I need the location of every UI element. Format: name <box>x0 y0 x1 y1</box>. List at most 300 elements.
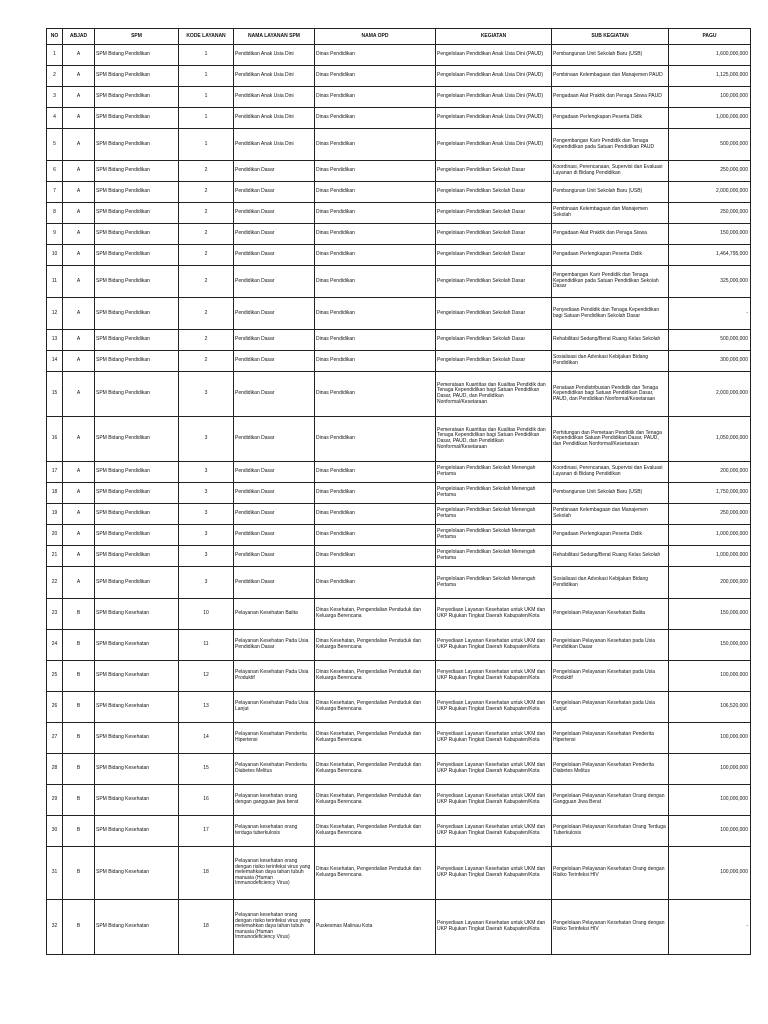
table-header <box>47 29 751 45</box>
row-nama-opd: Dinas Pendidikan <box>315 203 436 224</box>
row-nama-layanan: Pelayanan kesehatan orang dengan risiko terinfeksi virus yang melemahkan daya tahan tubuh manusia (Human Immunodeficiency Virus) <box>234 900 315 955</box>
row-nama-layanan: Pendidikan Dasar <box>234 330 315 351</box>
row-no: 10 <box>47 245 63 266</box>
row-nama-layanan: Pelayanan Kesehatan Pada Usia Lanjut <box>234 692 315 723</box>
row-abjad: A <box>63 567 95 599</box>
row-kegiatan: Pemerataan Kuantitas dan Kualitas Pendidik dan Tenaga Kependidikan bagi Satuan Pendidikan Dasar, PAUD, dan Pendidikan Nonformal/Kesetaraan <box>436 372 552 417</box>
row-kode-layanan: 14 <box>179 723 234 754</box>
row-nama-layanan: Pendidikan Anak Usia Dini <box>234 66 315 87</box>
row-nama-opd: Dinas Pendidikan <box>315 504 436 525</box>
row-nama-layanan: Pendidikan Dasar <box>234 266 315 298</box>
table-row <box>47 351 751 372</box>
table-row <box>47 567 751 599</box>
row-kegiatan: Pengelolaan Pendidikan Anak Usia Dini (PAUD) <box>436 66 552 87</box>
row-no: 1 <box>47 45 63 66</box>
row-pagu: 100,000,000 <box>669 754 751 785</box>
row-spm: SPM Bidang Kesehatan <box>95 785 179 816</box>
table-row <box>47 182 751 203</box>
row-spm: SPM Bidang Kesehatan <box>95 630 179 661</box>
row-spm: SPM Bidang Pendidikan <box>95 161 179 182</box>
row-sub-kegiatan: Pengelolaan Pelayanan Kesehatan Orang dengan Risiko Terinfeksi HIV <box>552 900 669 955</box>
row-kode-layanan: 18 <box>179 900 234 955</box>
row-spm: SPM Bidang Pendidikan <box>95 417 179 462</box>
row-no: 9 <box>47 224 63 245</box>
row-sub-kegiatan: Pengelolaan Pelayanan Kesehatan Orang dengan Risiko Terinfeksi HIV <box>552 847 669 900</box>
row-sub-kegiatan: Rehabilitasi Sedang/Berat Ruang Kelas Sekolah <box>552 330 669 351</box>
row-nama-layanan: Pendidikan Anak Usia Dini <box>234 129 315 161</box>
table-row <box>47 161 751 182</box>
row-pagu: 100,000,000 <box>669 785 751 816</box>
row-kode-layanan: 1 <box>179 66 234 87</box>
row-no: 12 <box>47 298 63 330</box>
row-nama-layanan: Pelayanan Kesehatan Penderita Hipertensi <box>234 723 315 754</box>
row-no: 11 <box>47 266 63 298</box>
row-spm: SPM Bidang Pendidikan <box>95 45 179 66</box>
row-kode-layanan: 2 <box>179 182 234 203</box>
spm-table <box>46 28 751 955</box>
table-row <box>47 525 751 546</box>
row-nama-opd: Dinas Pendidikan <box>315 87 436 108</box>
row-pagu: 100,000,000 <box>669 661 751 692</box>
row-nama-layanan: Pendidikan Dasar <box>234 298 315 330</box>
row-abjad: A <box>63 525 95 546</box>
row-kegiatan: Pengelolaan Pendidikan Sekolah Dasar <box>436 182 552 203</box>
row-spm: SPM Bidang Pendidikan <box>95 504 179 525</box>
row-pagu: 1,125,000,000 <box>669 66 751 87</box>
table-row <box>47 785 751 816</box>
row-nama-opd: Dinas Kesehatan, Pengendalian Penduduk dan Keluarga Berencana <box>315 661 436 692</box>
row-spm: SPM Bidang Pendidikan <box>95 182 179 203</box>
row-spm: SPM Bidang Pendidikan <box>95 203 179 224</box>
table-row <box>47 245 751 266</box>
table-row <box>47 417 751 462</box>
row-kegiatan: Penyediaan Layanan Kesehatan untuk UKM dan UKP Rujukan Tingkat Daerah Kabupaten/Kota <box>436 692 552 723</box>
header-abjad: ABJAD <box>63 29 95 45</box>
row-pagu: 150,000,000 <box>669 599 751 630</box>
row-nama-layanan: Pelayanan Kesehatan Penderita Diabetes Melitus <box>234 754 315 785</box>
row-nama-opd: Dinas Kesehatan, Pengendalian Penduduk dan Keluarga Berencana <box>315 630 436 661</box>
row-pagu: 1,000,000,000 <box>669 546 751 567</box>
row-kode-layanan: 2 <box>179 266 234 298</box>
row-spm: SPM Bidang Pendidikan <box>95 546 179 567</box>
row-kegiatan: Pengelolaan Pendidikan Sekolah Dasar <box>436 298 552 330</box>
row-nama-opd: Dinas Kesehatan, Pengendalian Penduduk dan Keluarga Berencana <box>315 816 436 847</box>
table-row <box>47 266 751 298</box>
row-spm: SPM Bidang Pendidikan <box>95 224 179 245</box>
row-abjad: A <box>63 87 95 108</box>
row-kode-layanan: 2 <box>179 224 234 245</box>
row-pagu: 250,000,000 <box>669 504 751 525</box>
row-abjad: A <box>63 462 95 483</box>
row-nama-opd: Dinas Pendidikan <box>315 525 436 546</box>
row-abjad: A <box>63 546 95 567</box>
row-no: 6 <box>47 161 63 182</box>
row-kode-layanan: 1 <box>179 108 234 129</box>
header-kegiatan: KEGIATAN <box>436 29 552 45</box>
row-pagu: 200,000,000 <box>669 462 751 483</box>
row-kegiatan: Pengelolaan Pendidikan Anak Usia Dini (PAUD) <box>436 87 552 108</box>
row-kegiatan: Pengelolaan Pendidikan Anak Usia Dini (PAUD) <box>436 129 552 161</box>
table-row <box>47 816 751 847</box>
table-row <box>47 723 751 754</box>
row-pagu: - <box>669 298 751 330</box>
row-nama-layanan: Pendidikan Dasar <box>234 504 315 525</box>
row-spm: SPM Bidang Kesehatan <box>95 723 179 754</box>
row-spm: SPM Bidang Pendidikan <box>95 330 179 351</box>
row-nama-layanan: Pendidikan Dasar <box>234 351 315 372</box>
row-pagu: 2,000,000,000 <box>669 372 751 417</box>
row-abjad: B <box>63 785 95 816</box>
row-pagu: 150,000,000 <box>669 630 751 661</box>
row-abjad: B <box>63 847 95 900</box>
header-pagu: PAGU <box>669 29 751 45</box>
row-spm: SPM Bidang Kesehatan <box>95 661 179 692</box>
row-nama-opd: Dinas Pendidikan <box>315 129 436 161</box>
row-abjad: A <box>63 245 95 266</box>
row-sub-kegiatan: Pengadaan Perlengkapan Peserta Didik <box>552 108 669 129</box>
row-kegiatan: Pengelolaan Pendidikan Sekolah Menengah Pertama <box>436 462 552 483</box>
table-row <box>47 203 751 224</box>
row-nama-opd: Dinas Pendidikan <box>315 182 436 203</box>
row-kegiatan: Penyediaan Layanan Kesehatan untuk UKM dan UKP Rujukan Tingkat Daerah Kabupaten/Kota <box>436 630 552 661</box>
row-nama-layanan: Pendidikan Dasar <box>234 245 315 266</box>
row-kode-layanan: 3 <box>179 462 234 483</box>
row-no: 23 <box>47 599 63 630</box>
row-nama-opd: Dinas Pendidikan <box>315 567 436 599</box>
row-sub-kegiatan: Pembinaan Kelembagaan dan Manajemen Sekolah <box>552 504 669 525</box>
row-abjad: A <box>63 108 95 129</box>
row-sub-kegiatan: Pengadaan Perlengkapan Peserta Didik <box>552 245 669 266</box>
row-kode-layanan: 11 <box>179 630 234 661</box>
row-sub-kegiatan: Pengelolaan Pelayanan Kesehatan pada Usia Pendidikan Dasar <box>552 630 669 661</box>
row-no: 18 <box>47 483 63 504</box>
row-spm: SPM Bidang Kesehatan <box>95 599 179 630</box>
row-nama-opd: Dinas Pendidikan <box>315 45 436 66</box>
row-kegiatan: Pengelolaan Pendidikan Anak Usia Dini (PAUD) <box>436 108 552 129</box>
table-row <box>47 847 751 900</box>
table-row <box>47 462 751 483</box>
row-kegiatan: Pengelolaan Pendidikan Sekolah Dasar <box>436 224 552 245</box>
table-row <box>47 298 751 330</box>
row-spm: SPM Bidang Pendidikan <box>95 66 179 87</box>
row-kegiatan: Penyediaan Layanan Kesehatan untuk UKM dan UKP Rujukan Tingkat Daerah Kabupaten/Kota <box>436 785 552 816</box>
row-abjad: A <box>63 417 95 462</box>
row-no: 27 <box>47 723 63 754</box>
row-no: 29 <box>47 785 63 816</box>
row-kegiatan: Penyediaan Layanan Kesehatan untuk UKM dan UKP Rujukan Tingkat Daerah Kabupaten/Kota <box>436 599 552 630</box>
row-kode-layanan: 15 <box>179 754 234 785</box>
row-nama-opd: Dinas Pendidikan <box>315 224 436 245</box>
row-kegiatan: Penyediaan Layanan Kesehatan untuk UKM dan UKP Rujukan Tingkat Daerah Kabupaten/Kota <box>436 900 552 955</box>
row-nama-layanan: Pendidikan Dasar <box>234 203 315 224</box>
row-kode-layanan: 2 <box>179 203 234 224</box>
row-no: 28 <box>47 754 63 785</box>
row-pagu: 250,000,000 <box>669 161 751 182</box>
row-kode-layanan: 2 <box>179 330 234 351</box>
row-sub-kegiatan: Pembangunan Unit Sekolah Baru (USB) <box>552 483 669 504</box>
row-nama-layanan: Pendidikan Dasar <box>234 546 315 567</box>
header-sub-kegiatan: SUB KEGIATAN <box>552 29 669 45</box>
row-kode-layanan: 3 <box>179 372 234 417</box>
row-no: 5 <box>47 129 63 161</box>
row-abjad: A <box>63 330 95 351</box>
row-kode-layanan: 3 <box>179 546 234 567</box>
table-row <box>47 372 751 417</box>
row-spm: SPM Bidang Pendidikan <box>95 525 179 546</box>
row-kegiatan: Penyediaan Layanan Kesehatan untuk UKM dan UKP Rujukan Tingkat Daerah Kabupaten/Kota <box>436 816 552 847</box>
row-kode-layanan: 3 <box>179 567 234 599</box>
row-kode-layanan: 1 <box>179 129 234 161</box>
table-row <box>47 129 751 161</box>
row-no: 24 <box>47 630 63 661</box>
row-nama-layanan: Pendidikan Anak Usia Dini <box>234 45 315 66</box>
table-row <box>47 546 751 567</box>
table-row <box>47 330 751 351</box>
table-row <box>47 87 751 108</box>
row-sub-kegiatan: Sosialisasi dan Advokasi Kebijakan Bidang Pendidikan <box>552 567 669 599</box>
row-nama-layanan: Pelayanan Kesehatan Pada Usia Produktif <box>234 661 315 692</box>
row-abjad: A <box>63 266 95 298</box>
row-nama-opd: Dinas Kesehatan, Pengendalian Penduduk dan Keluarga Berencana <box>315 847 436 900</box>
table-row <box>47 224 751 245</box>
row-abjad: A <box>63 203 95 224</box>
row-nama-opd: Dinas Pendidikan <box>315 66 436 87</box>
row-sub-kegiatan: Pengelolaan Pelayanan Kesehatan Balita <box>552 599 669 630</box>
row-nama-opd: Dinas Kesehatan, Pengendalian Penduduk dan Keluarga Berencana <box>315 754 436 785</box>
row-nama-opd: Dinas Pendidikan <box>315 161 436 182</box>
row-abjad: A <box>63 161 95 182</box>
row-abjad: A <box>63 351 95 372</box>
row-sub-kegiatan: Koordinasi, Perencanaan, Supervisi dan Evaluasi Layanan di Bidang Pendidikan <box>552 161 669 182</box>
table-row <box>47 661 751 692</box>
row-nama-layanan: Pelayanan Kesehatan Pada Usia Pendidikan Dasar <box>234 630 315 661</box>
row-nama-layanan: Pendidikan Dasar <box>234 417 315 462</box>
row-spm: SPM Bidang Pendidikan <box>95 108 179 129</box>
table-row <box>47 692 751 723</box>
row-spm: SPM Bidang Kesehatan <box>95 816 179 847</box>
row-sub-kegiatan: Pembangunan Unit Sekolah Baru (USB) <box>552 182 669 203</box>
row-no: 7 <box>47 182 63 203</box>
row-pagu: 1,000,000,000 <box>669 108 751 129</box>
row-nama-opd: Dinas Kesehatan, Pengendalian Penduduk dan Keluarga Berencana <box>315 723 436 754</box>
row-abjad: A <box>63 224 95 245</box>
row-abjad: B <box>63 754 95 785</box>
row-abjad: A <box>63 298 95 330</box>
row-sub-kegiatan: Pengadaan Perlengkapan Peserta Didik <box>552 525 669 546</box>
row-pagu: 106,520,000 <box>669 692 751 723</box>
header-kode-layanan: KODE LAYANAN <box>179 29 234 45</box>
table-row <box>47 504 751 525</box>
row-kegiatan: Pengelolaan Pendidikan Sekolah Dasar <box>436 330 552 351</box>
row-spm: SPM Bidang Pendidikan <box>95 483 179 504</box>
row-kode-layanan: 16 <box>179 785 234 816</box>
row-spm: SPM Bidang Pendidikan <box>95 351 179 372</box>
header-row <box>47 29 751 45</box>
row-kegiatan: Pemerataan Kuantitas dan Kualitas Pendidik dan Tenaga Kependidikan bagi Satuan Pendidikan Dasar, PAUD, dan Pendidikan Nonformal/Kesetaraan <box>436 417 552 462</box>
row-pagu: 325,000,000 <box>669 266 751 298</box>
row-nama-layanan: Pelayanan kesehatan orang terduga tuberkulosis <box>234 816 315 847</box>
row-nama-opd: Dinas Pendidikan <box>315 245 436 266</box>
row-abjad: A <box>63 66 95 87</box>
row-kode-layanan: 10 <box>179 599 234 630</box>
row-sub-kegiatan: Perhitungan dan Pemetaan Pendidik dan Tenaga Kependidikan Satuan Pendidikan Dasar, PAUD, dan Pendidikan Nonformal/Kesetaraan <box>552 417 669 462</box>
row-spm: SPM Bidang Pendidikan <box>95 245 179 266</box>
row-pagu: - <box>669 900 751 955</box>
row-nama-opd: Dinas Kesehatan, Pengendalian Penduduk dan Keluarga Berencana <box>315 692 436 723</box>
row-kode-layanan: 2 <box>179 161 234 182</box>
row-nama-layanan: Pendidikan Dasar <box>234 567 315 599</box>
row-kode-layanan: 3 <box>179 483 234 504</box>
row-abjad: B <box>63 692 95 723</box>
row-sub-kegiatan: Pembinaan Kelembagaan dan Manajemen Sekolah <box>552 203 669 224</box>
row-abjad: B <box>63 900 95 955</box>
row-abjad: A <box>63 504 95 525</box>
row-spm: SPM Bidang Pendidikan <box>95 372 179 417</box>
row-pagu: 1,464,795,000 <box>669 245 751 266</box>
row-no: 32 <box>47 900 63 955</box>
row-sub-kegiatan: Pengelolaan Pelayanan Kesehatan pada Usia Lanjut <box>552 692 669 723</box>
row-nama-opd: Dinas Pendidikan <box>315 108 436 129</box>
row-pagu: 1,050,000,000 <box>669 417 751 462</box>
row-no: 8 <box>47 203 63 224</box>
row-pagu: 100,000,000 <box>669 847 751 900</box>
row-kegiatan: Pengelolaan Pendidikan Sekolah Dasar <box>436 161 552 182</box>
row-nama-opd: Dinas Pendidikan <box>315 266 436 298</box>
row-nama-opd: Dinas Pendidikan <box>315 298 436 330</box>
row-no: 19 <box>47 504 63 525</box>
row-nama-opd: Puskesmas Malinau Kota <box>315 900 436 955</box>
table-row <box>47 630 751 661</box>
row-spm: SPM Bidang Pendidikan <box>95 129 179 161</box>
row-kegiatan: Pengelolaan Pendidikan Sekolah Dasar <box>436 266 552 298</box>
row-no: 31 <box>47 847 63 900</box>
row-no: 4 <box>47 108 63 129</box>
row-abjad: B <box>63 661 95 692</box>
row-nama-layanan: Pendidikan Dasar <box>234 182 315 203</box>
row-pagu: 100,000,000 <box>669 816 751 847</box>
row-pagu: 1,600,000,000 <box>669 45 751 66</box>
row-nama-layanan: Pendidikan Dasar <box>234 483 315 504</box>
row-spm: SPM Bidang Pendidikan <box>95 266 179 298</box>
row-abjad: A <box>63 45 95 66</box>
row-nama-layanan: Pendidikan Anak Usia Dini <box>234 108 315 129</box>
row-abjad: B <box>63 630 95 661</box>
row-no: 14 <box>47 351 63 372</box>
row-nama-layanan: Pelayanan Kesehatan Balita <box>234 599 315 630</box>
row-nama-opd: Dinas Pendidikan <box>315 351 436 372</box>
row-sub-kegiatan: Pengadaan Alat Praktik dan Peraga Siswa PAUD <box>552 87 669 108</box>
row-sub-kegiatan: Pembinaan Kelembagaan dan Manajemen PAUD <box>552 66 669 87</box>
row-sub-kegiatan: Pengembangan Karir Pendidik dan Tenaga Kependidikan pada Satuan Pendidikan Sekolah Dasar <box>552 266 669 298</box>
row-sub-kegiatan: Penataan Pendistribusian Pendidik dan Tenaga Kependidikan bagi Satuan Pendidikan Dasar, PAUD, dan Pendidikan Nonformal/Kesetaraan <box>552 372 669 417</box>
row-nama-opd: Dinas Kesehatan, Pengendalian Penduduk dan Keluarga Berencana <box>315 785 436 816</box>
row-pagu: 100,000,000 <box>669 87 751 108</box>
row-nama-layanan: Pelayanan kesehatan orang dengan risiko terinfeksi virus yang melemahkan daya tahan tubuh manusia (Human Immunodeficiency Virus) <box>234 847 315 900</box>
row-kode-layanan: 1 <box>179 87 234 108</box>
row-kegiatan: Pengelolaan Pendidikan Sekolah Menengah Pertama <box>436 525 552 546</box>
row-kegiatan: Pengelolaan Pendidikan Sekolah Dasar <box>436 203 552 224</box>
row-kode-layanan: 1 <box>179 45 234 66</box>
row-kode-layanan: 2 <box>179 351 234 372</box>
row-no: 3 <box>47 87 63 108</box>
row-sub-kegiatan: Pengelolaan Pelayanan Kesehatan Orang dengan Gangguan Jiwa Berat <box>552 785 669 816</box>
row-pagu: 500,000,000 <box>669 129 751 161</box>
row-abjad: A <box>63 483 95 504</box>
row-abjad: A <box>63 129 95 161</box>
row-pagu: 500,000,000 <box>669 330 751 351</box>
row-no: 25 <box>47 661 63 692</box>
row-kegiatan: Penyediaan Layanan Kesehatan untuk UKM dan UKP Rujukan Tingkat Daerah Kabupaten/Kota <box>436 847 552 900</box>
row-nama-opd: Dinas Pendidikan <box>315 462 436 483</box>
row-sub-kegiatan: Pengelolaan Pelayanan Kesehatan Orang Terduga Tuberkulosis <box>552 816 669 847</box>
table-row <box>47 754 751 785</box>
header-no: NO <box>47 29 63 45</box>
row-nama-opd: Dinas Pendidikan <box>315 417 436 462</box>
row-pagu: 1,750,000,000 <box>669 483 751 504</box>
row-kode-layanan: 13 <box>179 692 234 723</box>
row-kode-layanan: 3 <box>179 525 234 546</box>
row-nama-layanan: Pendidikan Dasar <box>234 224 315 245</box>
row-sub-kegiatan: Pengelolaan Pelayanan Kesehatan Penderita Hipertensi <box>552 723 669 754</box>
row-sub-kegiatan: Koordinasi, Perencanaan, Supervisi dan Evaluasi Layanan di Bidang Pendidikan <box>552 462 669 483</box>
row-nama-layanan: Pendidikan Dasar <box>234 462 315 483</box>
row-pagu: 150,000,000 <box>669 224 751 245</box>
row-sub-kegiatan: Pembangunan Unit Sekolah Baru (USB) <box>552 45 669 66</box>
row-kegiatan: Pengelolaan Pendidikan Sekolah Menengah Pertama <box>436 546 552 567</box>
table-row <box>47 599 751 630</box>
row-no: 20 <box>47 525 63 546</box>
table-row <box>47 45 751 66</box>
row-nama-opd: Dinas Pendidikan <box>315 330 436 351</box>
spm-budget-sheet <box>46 28 750 955</box>
row-no: 26 <box>47 692 63 723</box>
row-spm: SPM Bidang Pendidikan <box>95 567 179 599</box>
row-pagu: 300,000,000 <box>669 351 751 372</box>
row-abjad: B <box>63 599 95 630</box>
row-kode-layanan: 3 <box>179 417 234 462</box>
row-no: 30 <box>47 816 63 847</box>
row-spm: SPM Bidang Kesehatan <box>95 754 179 785</box>
row-kegiatan: Pengelolaan Pendidikan Sekolah Menengah Pertama <box>436 483 552 504</box>
row-nama-layanan: Pendidikan Dasar <box>234 525 315 546</box>
row-nama-opd: Dinas Pendidikan <box>315 546 436 567</box>
row-sub-kegiatan: Pengadaan Alat Praktik dan Peraga Siswa <box>552 224 669 245</box>
table-row <box>47 900 751 955</box>
row-no: 16 <box>47 417 63 462</box>
row-nama-opd: Dinas Pendidikan <box>315 372 436 417</box>
row-kegiatan: Pengelolaan Pendidikan Sekolah Menengah Pertama <box>436 504 552 525</box>
row-spm: SPM Bidang Pendidikan <box>95 298 179 330</box>
row-kegiatan: Pengelolaan Pendidikan Sekolah Dasar <box>436 245 552 266</box>
row-kode-layanan: 12 <box>179 661 234 692</box>
row-pagu: 100,000,000 <box>669 723 751 754</box>
row-nama-opd: Dinas Kesehatan, Pengendalian Penduduk dan Keluarga Berencana <box>315 599 436 630</box>
row-kegiatan: Pengelolaan Pendidikan Sekolah Dasar <box>436 351 552 372</box>
row-nama-opd: Dinas Pendidikan <box>315 483 436 504</box>
row-abjad: B <box>63 816 95 847</box>
row-sub-kegiatan: Rehabilitasi Sedang/Berat Ruang Kelas Sekolah <box>552 546 669 567</box>
header-nama-layanan-spm: NAMA LAYANAN SPM <box>234 29 315 45</box>
row-nama-layanan: Pendidikan Dasar <box>234 161 315 182</box>
row-kegiatan: Penyediaan Layanan Kesehatan untuk UKM dan UKP Rujukan Tingkat Daerah Kabupaten/Kota <box>436 661 552 692</box>
row-sub-kegiatan: Pengelolaan Pelayanan Kesehatan Penderita Diabetes Melitus <box>552 754 669 785</box>
row-no: 17 <box>47 462 63 483</box>
row-spm: SPM Bidang Kesehatan <box>95 692 179 723</box>
row-pagu: 250,000,000 <box>669 203 751 224</box>
row-sub-kegiatan: Pengelolaan Pelayanan Kesehatan pada Usia Produktif <box>552 661 669 692</box>
header-nama-opd: NAMA OPD <box>315 29 436 45</box>
row-sub-kegiatan: Pengembangan Karir Pendidik dan Tenaga Kependidikan pada Satuan Pendidikan PAUD <box>552 129 669 161</box>
